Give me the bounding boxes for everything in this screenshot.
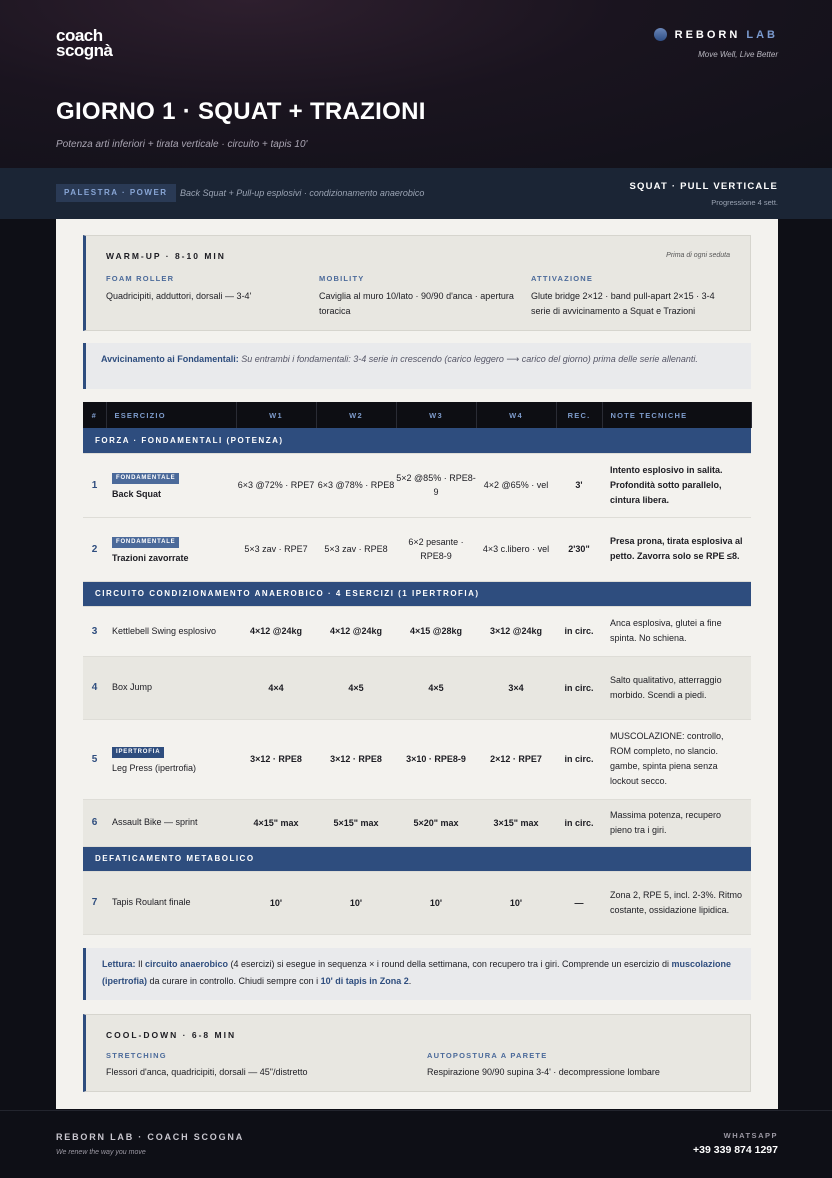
week2-cell: 6×3 @78% · RPE8 [316, 453, 396, 517]
technical-note: MUSCOLAZIONE: controllo, ROM completo, no slancio. gambe, spinta piena senza lockout secco. [602, 719, 751, 799]
exercise-name: Assault Bike — sprint [112, 817, 198, 827]
week2-cell: 3×12 · RPE8 [316, 719, 396, 799]
cooldown-col-text: Respirazione 90/90 supina 3-4' · decompressione lombare [427, 1067, 660, 1077]
week3-cell: 6×2 pesante · RPE8-9 [396, 517, 476, 581]
col-header-w2: W2 [316, 402, 396, 428]
brand-name: REBORN LAB [674, 28, 778, 41]
warmup-col-text: Glute bridge 2×12 · band pull-apart 2×15 · 3-4 serie di avvicinamento a Squat e Trazioni [531, 291, 715, 316]
cooldown-title: COOL-DOWN · 6-8 MIN [106, 1030, 237, 1040]
exercise-name: Back Squat [112, 488, 162, 499]
warmup-col-text: Quadricipiti, adduttori, dorsali — 3-4' [106, 291, 252, 301]
week2-cell: 4×12 @24kg [316, 606, 396, 656]
warmup-col-text: Caviglia al muro 10/lato · 90/90 d'anca · apertura toracica [319, 291, 514, 316]
cooldown-col-heading: STRETCHING [106, 1051, 167, 1060]
exercise-number: 7 [83, 871, 106, 934]
exercise-cell [106, 719, 236, 799]
cooldown-col-heading: AUTOPOSTURA A PARETE [427, 1051, 548, 1060]
week4-cell: 3×12 @24kg [476, 606, 556, 656]
col-header-w4: W4 [476, 402, 556, 428]
page-title: GIORNO 1 · SQUAT + TRAZIONI [56, 98, 426, 125]
category-chip: PALESTRA · POWER [56, 184, 176, 202]
week1-cell: 3×12 · RPE8 [236, 719, 316, 799]
col-header-rec: REC. [556, 402, 602, 428]
exercise-table [83, 402, 752, 935]
session-focus [630, 181, 779, 207]
exercise-number: 3 [83, 606, 106, 656]
week4-cell: 4×3 c.libero · vel [476, 517, 556, 581]
footer-tagline: We renew the way you move [56, 1149, 146, 1156]
technical-note: Presa prona, tirata esplosiva al petto. Zavorra solo se RPE ≤8. [602, 517, 751, 581]
warmup-card [83, 235, 751, 331]
exercise-cell [106, 656, 236, 719]
technical-note: Salto qualitativo, atterraggio morbido. Scendi a piedi. [602, 656, 751, 719]
whatsapp-phone[interactable]: +39 339 874 1297 [693, 1144, 778, 1156]
section-title: CIRCUITO CONDIZIONAMENTO ANAEROBICO · 4 ESERCIZI (1 IPERTROFIA) [83, 581, 751, 606]
section-title: DEFATICAMENTO METABOLICO [83, 846, 751, 871]
exercise-number: 6 [83, 799, 106, 846]
warmup-col-heading: FOAM ROLLER [106, 274, 175, 283]
reading-guide-note: Lettura: Il circuito anaerobico (4 esercizi) si esegue in sequenza × i round della settimana, con recupero tra i giri. Comprende un esercizio di muscolazione (ipertrofia) da curare in controllo. Chiudi sempre con i 10' di tapis in Zona 2. [83, 948, 751, 1000]
brand-tagline: Move Well, Live Better [698, 50, 778, 59]
table-row [83, 453, 751, 517]
exercise-number: 2 [83, 517, 106, 581]
col-header-exercise: ESERCIZIO [106, 402, 236, 428]
technical-note: Massima potenza, recupero pieno tra i giri. [602, 799, 751, 846]
coach-scogna-logo: coach scognà [56, 26, 113, 60]
exercise-cell [106, 517, 236, 581]
cooldown-card [83, 1014, 751, 1092]
col-header-num: # [83, 402, 106, 428]
warmup-title: WARM-UP · 8-10 MIN [106, 251, 226, 261]
week2-cell: 5×15" max [316, 799, 396, 846]
session-focus-sub: Progressione 4 sett. [711, 198, 778, 207]
week4-cell: 3×15" max [476, 799, 556, 846]
warmup-col-heading: ATTIVAZIONE [531, 274, 594, 283]
technical-note: Intento esplosivo in salita. Profondità sotto parallelo, cintura libera. [602, 453, 751, 517]
week1-cell: 6×3 @72% · RPE7 [236, 453, 316, 517]
warmup-col-heading: MOBILITY [319, 274, 365, 283]
rest-cell: in circ. [556, 799, 602, 846]
week2-cell: 5×3 zav · RPE8 [316, 517, 396, 581]
week3-cell: 4×15 @28kg [396, 606, 476, 656]
exercise-name: Tapis Roulant finale [112, 897, 191, 907]
brand-block [654, 28, 778, 59]
week3-cell: 3×10 · RPE8-9 [396, 719, 476, 799]
section-row [83, 846, 751, 871]
table-row [83, 517, 751, 581]
exercise-name: Leg Press (ipertrofia) [112, 762, 197, 773]
exercise-cell [106, 871, 236, 934]
week1-cell: 4×4 [236, 656, 316, 719]
week2-cell: 10' [316, 871, 396, 934]
week3-cell: 5×2 @85% · RPE8-9 [396, 453, 476, 517]
session-focus-title: SQUAT · PULL VERTICALE [629, 181, 778, 192]
brand-circle-icon [654, 28, 667, 41]
week3-cell: 10' [396, 871, 476, 934]
exercise-name: Box Jump [112, 682, 153, 692]
exercise-tag: FONDAMENTALE [112, 537, 179, 548]
col-header-w1: W1 [236, 402, 316, 428]
rest-cell: in circ. [556, 656, 602, 719]
week4-cell: 3×4 [476, 656, 556, 719]
approach-note: Avvicinamento ai Fondamentali: Su entrambi i fondamentali: 3-4 serie in crescendo (carico leggero ⟶ carico del giorno) prima delle serie allenanti. [83, 343, 751, 389]
week4-cell: 4×2 @65% · vel [476, 453, 556, 517]
week4-cell: 2×12 · RPE7 [476, 719, 556, 799]
exercise-name: Trazioni zavorrate [112, 552, 189, 563]
table-header-row [83, 402, 751, 428]
table-row [83, 799, 751, 846]
rest-cell: in circ. [556, 719, 602, 799]
exercise-tag: IPERTROFIA [112, 747, 164, 758]
exercise-name: Kettlebell Swing esplosivo [112, 625, 217, 636]
week1-cell: 4×15" max [236, 799, 316, 846]
exercise-number: 5 [83, 719, 106, 799]
whatsapp-label: WHATSAPP [723, 1131, 778, 1140]
page-subtitle: Potenza arti inferiori + tirata verticale · circuito + tapis 10' [56, 139, 308, 150]
rest-cell: 3' [556, 453, 602, 517]
cooldown-col-text: Flessori d'anca, quadricipiti, dorsali — 45"/distretto [106, 1067, 308, 1077]
section-row [83, 428, 751, 453]
technical-note: Zona 2, RPE 5, incl. 2-3%. Ritmo costante, ossidazione lipidica. [602, 871, 751, 934]
technical-note: Anca esplosiva, glutei a fine spinta. No schiena. [602, 606, 751, 656]
exercise-cell [106, 799, 236, 846]
col-header-notes: NOTE TECNICHE [602, 402, 751, 428]
rest-cell: 2'30" [556, 517, 602, 581]
week3-cell: 4×5 [396, 656, 476, 719]
exercise-tag: FONDAMENTALE [112, 473, 179, 484]
section-title: FORZA · FONDAMENTALI (POTENZA) [83, 428, 751, 453]
week2-cell: 4×5 [316, 656, 396, 719]
exercise-number: 4 [83, 656, 106, 719]
week3-cell: 5×20" max [396, 799, 476, 846]
week1-cell: 4×12 @24kg [236, 606, 316, 656]
week4-cell: 10' [476, 871, 556, 934]
table-row [83, 606, 751, 656]
table-row [83, 656, 751, 719]
table-row [83, 871, 751, 934]
exercise-number: 1 [83, 453, 106, 517]
workout-sheet [56, 219, 778, 1109]
exercise-cell [106, 453, 236, 517]
col-header-w3: W3 [396, 402, 476, 428]
week1-cell: 5×3 zav · RPE7 [236, 517, 316, 581]
rest-cell: — [556, 871, 602, 934]
week1-cell: 10' [236, 871, 316, 934]
section-row [83, 581, 751, 606]
exercise-cell [106, 606, 236, 656]
footer-brand: REBORN LAB · COACH SCOGNA [56, 1132, 244, 1142]
table-row [83, 719, 751, 799]
warmup-note: Prima di ogni seduta [666, 252, 730, 259]
session-description: Back Squat + Pull-up esplosivi · condizionamento anaerobico [180, 188, 425, 198]
rest-cell: in circ. [556, 606, 602, 656]
